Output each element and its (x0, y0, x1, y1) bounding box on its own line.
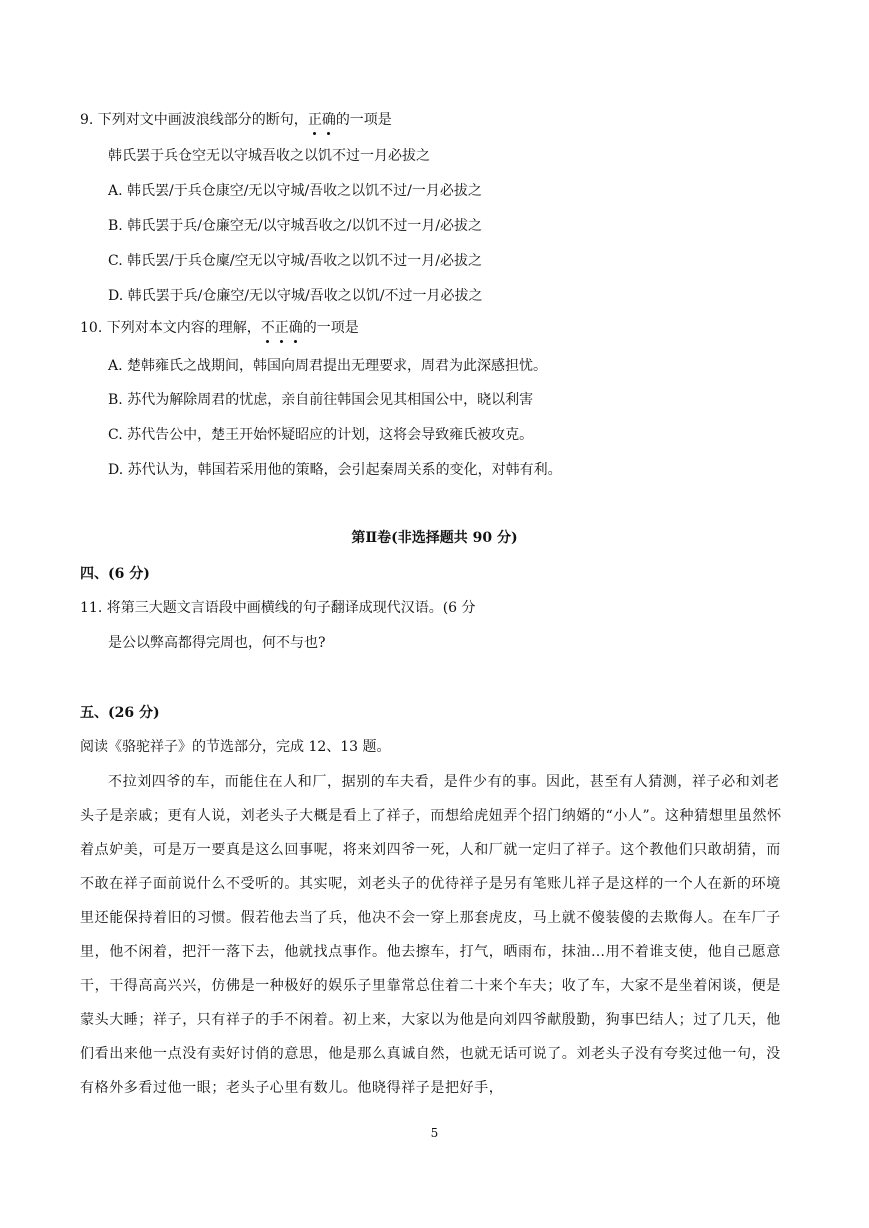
question-10-option-a: A. 楚韩雍氏之战期间，韩国向周君提出无理要求，周君为此深感担忧。 (108, 358, 548, 374)
reading-passage: 不拉刘四爷的车，而能住在人和厂，据别的车夫看，是件少有的事。因此，甚至有人猜测，祥子必和刘老头子是亲戚；更有人说，刘老头子大概是看上了祥子，而想给虎妞弄个招门纳婿的“小人”。这种猜想里虽然怀着点妒美，可是万一要真是这么回事呢，将来刘四爷一死，人和厂就一定归了祥子。这个教他们只敢胡猜，而不敢在祥子面前说什么不受听的。其实呢，刘老头子的优待祥子是另有笔账儿祥子是这样的一个人在新的环境里还能保持着旧的习惯。假若他去当了兵，他决不会一穿上那套虎皮，马上就不傻装傻的去欺侮人。在车厂子里，他不闲着，把汗一落下去，他就找点事作。他去擦车，打气，晒雨布，抹油…用不着谁支使，他自己愿意干，干得高高兴兴，仿佛是一种极好的娱乐子里靠常总住着二十来个车夫；收了车，大家不是坐着闲谈，便是蒙头大睡；祥子，只有祥子的手不闲着。初上来，大家以为他是向刘四爷献殷勤，狗事巴结人；过了几天，他们看出来他一点没有卖好讨俏的意思，他是那么真诚自然，也就无话可说了。刘老头子没有夸奖过他一句，没有格外多看过他一眼；老头子心里有数儿。他晓得祥子是把好手， (80, 774, 782, 1096)
section-5-heading: 五、(26 分) (80, 705, 160, 721)
emphasis-char: 确 (321, 112, 336, 128)
question-10-suffix: 的一项是 (302, 320, 359, 336)
question-10-prefix: 10. 下列对本文内容的理解， (80, 320, 261, 336)
part-2-title: 第Ⅱ卷(非选择题共 90 分) (351, 530, 518, 546)
question-9-prefix: 9. 下列对文中画波浪线部分的断句， (80, 112, 308, 128)
question-9-option-c: C. 韩氏罢/于兵仓廩/空无以守城/吾收之以饥不过一月/必拔之 (108, 253, 482, 269)
question-9-option-b: B. 韩氏罢于兵/仓廉空无/以守城吾收之/以饥不过一月/必拔之 (108, 218, 483, 234)
question-9-suffix: 的一项是 (335, 112, 392, 128)
question-9-title (80, 110, 392, 130)
question-11-title: 11. 将第三大题文言语段中画横线的句子翻译成现代汉语。(6 分 (80, 600, 476, 616)
emphasis-char: 不 (260, 320, 275, 336)
section-5-intro: 阅读《骆驼祥子》的节选部分，完成 12、13 题。 (80, 739, 391, 755)
question-11-sentence: 是公以弊高都得完周也，何不与也? (108, 635, 326, 651)
emphasis-char: 正 (307, 112, 322, 128)
question-10-option-d: D. 苏代认为，韩国若采用他的策略，会引起秦周关系的变化，对韩有利。 (108, 462, 562, 478)
question-9-option-d: D. 韩氏罢于兵/仓廉空/无以守城/吾收之以饥/不过一月必拔之 (108, 288, 483, 304)
question-10-title (80, 318, 359, 338)
question-10-option-b: B. 苏代为解除周君的忧虑，亲自前往韩国会见其相国公中，晓以利害 (108, 392, 534, 408)
question-9-stem: 韩氏罢于兵仓空无以守城吾收之以饥不过一月必拔之 (108, 148, 430, 164)
emphasis-char: 正 (274, 320, 289, 336)
question-9-option-a: A. 韩氏罢/于兵仓康空/无以守城/吾收之以饥不过/一月必拔之 (108, 183, 482, 199)
question-10-option-c: C. 苏代告公中，楚王开始怀疑昭应的计划，这将会导致雍氏被攻克。 (108, 427, 534, 443)
emphasis-char: 确 (288, 320, 303, 336)
section-4-heading: 四、(6 分) (80, 566, 150, 582)
page-number: 5 (430, 1126, 439, 1140)
